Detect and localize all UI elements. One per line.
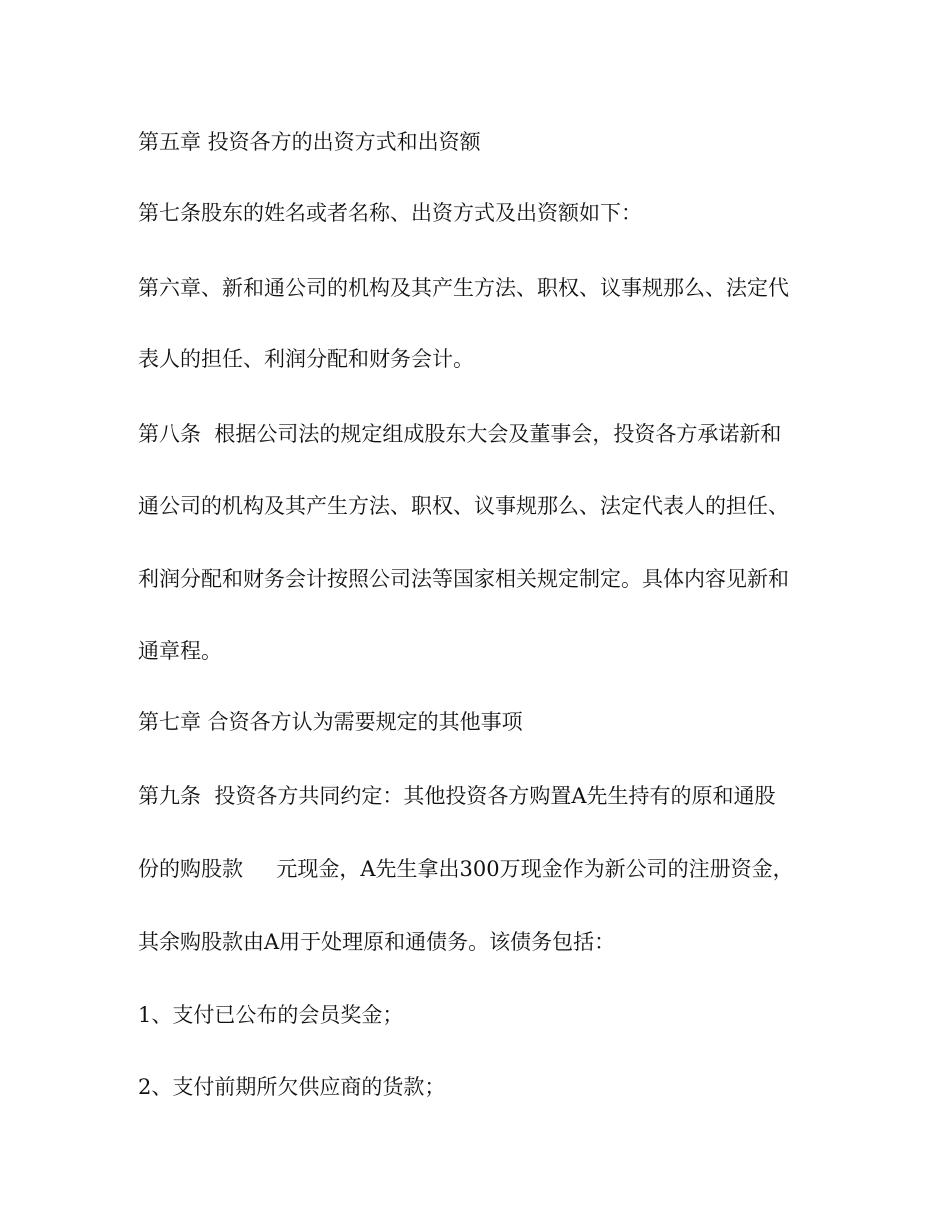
chapter-6-heading-line-1: 第六章、新和通公司的机构及其产生方法、职权、议事规那么、法定代 (138, 276, 789, 300)
article-8-line-1: 第八条 根据公司法的规定组成股东大会及董事会，投资各方承诺新和 (138, 422, 782, 446)
chapter-7-heading: 第七章 合资各方认为需要规定的其他事项 (138, 710, 523, 734)
article-7-text: 第七条股东的姓名或者名称、出资方式及出资额如下： (138, 201, 642, 225)
article-8-line-4: 通章程。 (138, 639, 222, 663)
chapter-6-heading-line-2: 表人的担任、利润分配和财务会计。 (138, 347, 474, 371)
article-8-line-2: 通公司的机构及其产生方法、职权、议事规那么、法定代表人的担任、 (138, 494, 789, 518)
article-9-line-1: 第九条 投资各方共同约定：其他投资各方购置A先生持有的原和通股 (138, 784, 776, 808)
list-item-2: 2、支付前期所欠供应商的货款； (138, 1075, 446, 1099)
article-8-line-3: 利润分配和财务会计按照公司法等国家相关规定制定。具体内容见新和 (138, 567, 789, 591)
article-9-line-2: 份的购股款 元现金，A先生拿出300万现金作为新公司的注册资金， (138, 857, 794, 881)
chapter-5-heading: 第五章 投资各方的出资方式和出资额 (138, 130, 481, 154)
list-item-1: 1、支付已公布的会员奖金； (138, 1003, 404, 1027)
article-9-line-3: 其余购股款由A用于处理原和通债务。该债务包括： (138, 930, 616, 954)
